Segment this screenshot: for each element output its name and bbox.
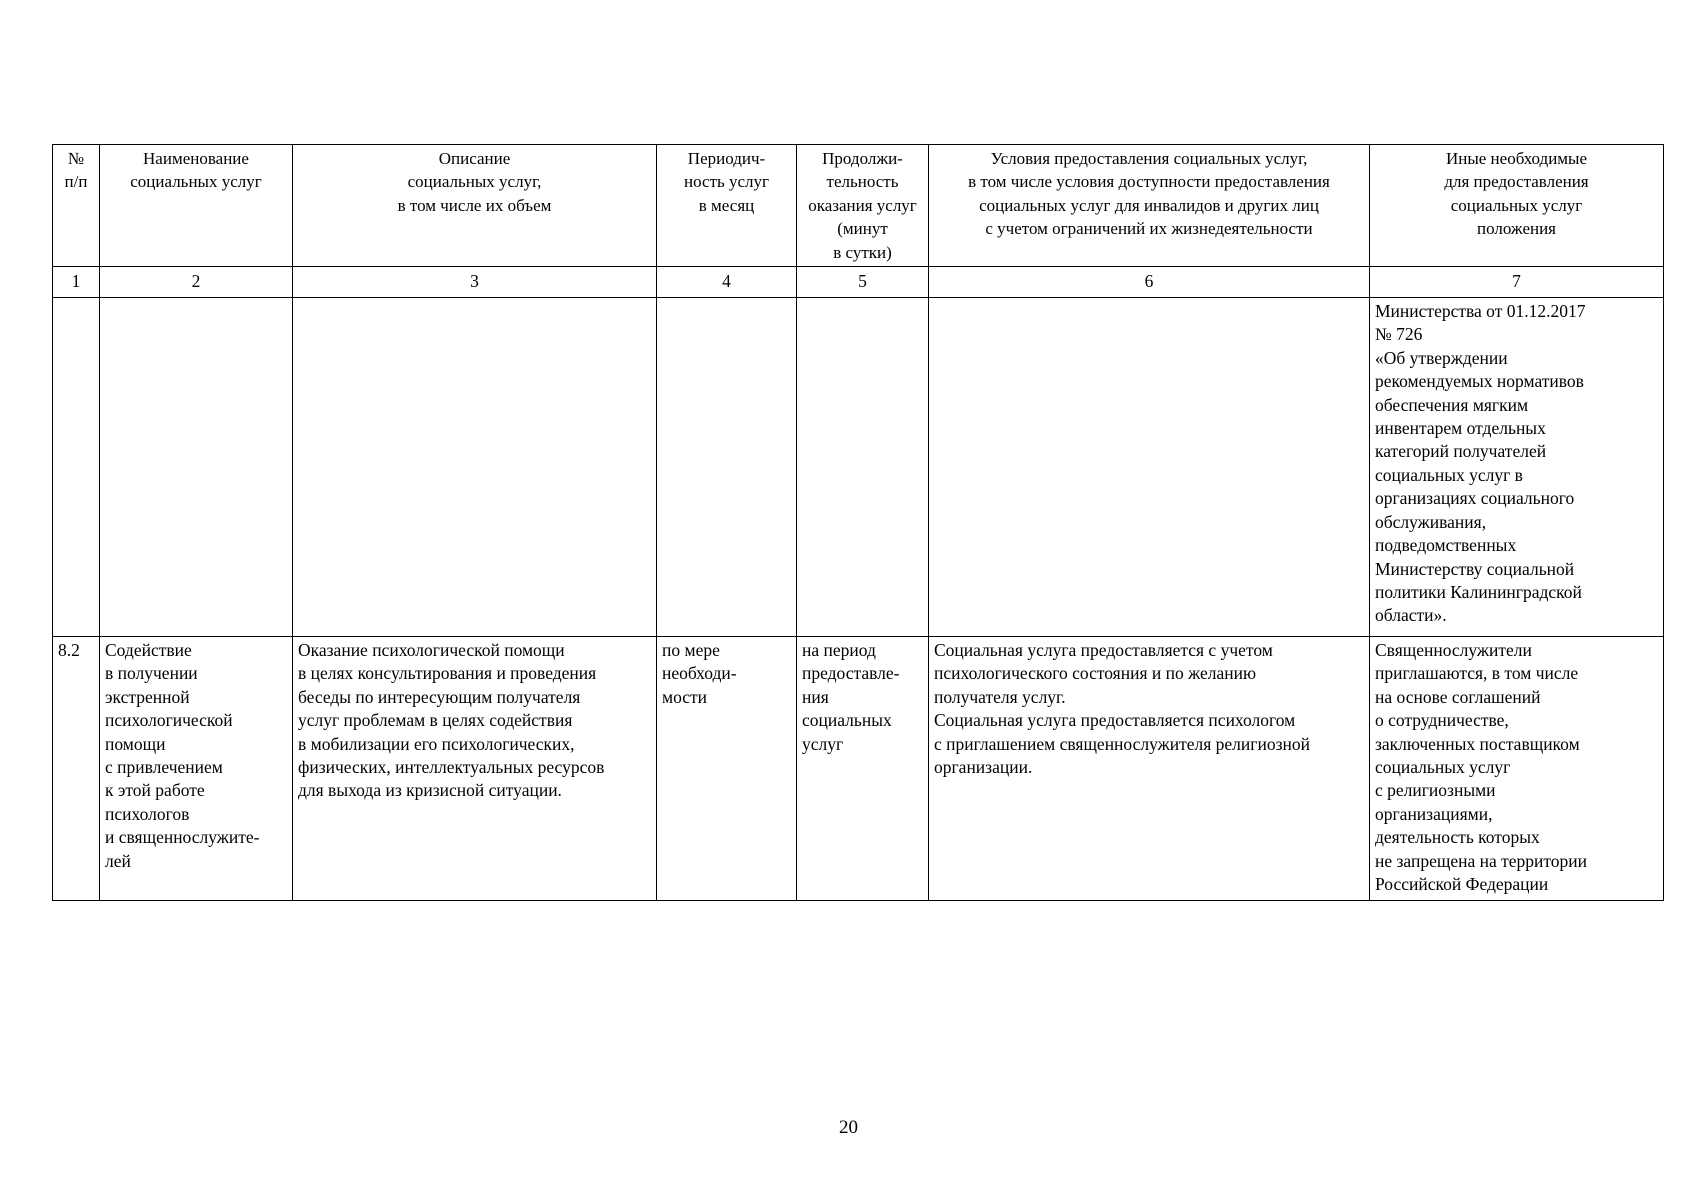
header-number: № п/п [53, 145, 100, 267]
empty-cell [293, 298, 657, 637]
column-numbers-row [53, 267, 1664, 298]
continuation-other-provisions: Министерства от 01.12.2017 № 726 «Об утверждении рекомендуемых нормативов обеспечения мягким инвентарем отдельных категорий получателей социальных услуг в организациях социального обслуживания, подведомственных Министерству социальной политики Калининградской области». [1370, 298, 1664, 637]
row-number: 8.2 [53, 637, 100, 901]
service-duration: на период предоставле- ния социальных услуг [797, 637, 929, 901]
document-page [52, 144, 1663, 901]
social-services-table [52, 144, 1664, 901]
page-number: 20 [839, 1117, 858, 1138]
service-conditions: Социальная услуга предоставляется с учетом психологического состояния и по желанию получателя услуг. Социальная услуга предоставляется психологом с приглашением священнослужителя религиозной организации. [929, 637, 1370, 901]
table-row-8-2 [53, 637, 1664, 901]
header-description: Описание социальных услуг, в том числе их объем [293, 145, 657, 267]
column-number: 7 [1370, 267, 1664, 298]
header-duration: Продолжи- тельность оказания услуг (минут в сутки) [797, 145, 929, 267]
service-description: Оказание психологической помощи в целях консультирования и проведения беседы по интересующим получателя услуг проблемам в целях содействия в мобилизации его психологических, физических, интеллектуальных ресурсов для выхода из кризисной ситуации. [293, 637, 657, 901]
empty-cell [100, 298, 293, 637]
column-number: 6 [929, 267, 1370, 298]
service-other-provisions: Священнослужители приглашаются, в том числе на основе соглашений о сотрудничестве, заключенных поставщиком социальных услуг с религиозными организациями, деятельность которых не запрещена на территории Российской Федерации [1370, 637, 1664, 901]
service-name: Содействие в получении экстренной психологической помощи с привлечением к этой работе психологов и священнослужите- лей [100, 637, 293, 901]
column-number: 4 [657, 267, 797, 298]
empty-cell [657, 298, 797, 637]
header-periodicity: Периодич- ность услуг в месяц [657, 145, 797, 267]
header-service-name: Наименование социальных услуг [100, 145, 293, 267]
service-periodicity: по мере необходи- мости [657, 637, 797, 901]
continuation-row [53, 298, 1664, 637]
header-conditions: Условия предоставления социальных услуг, в том числе условия доступности предоставления социальных услуг для инвалидов и других лиц с учетом ограничений их жизнедеятельности [929, 145, 1370, 267]
column-number: 3 [293, 267, 657, 298]
empty-cell [53, 298, 100, 637]
column-number: 2 [100, 267, 293, 298]
empty-cell [797, 298, 929, 637]
empty-cell [929, 298, 1370, 637]
header-other-provisions: Иные необходимые для предоставления социальных услуг положения [1370, 145, 1664, 267]
header-row [53, 145, 1664, 267]
column-number: 1 [53, 267, 100, 298]
column-number: 5 [797, 267, 929, 298]
